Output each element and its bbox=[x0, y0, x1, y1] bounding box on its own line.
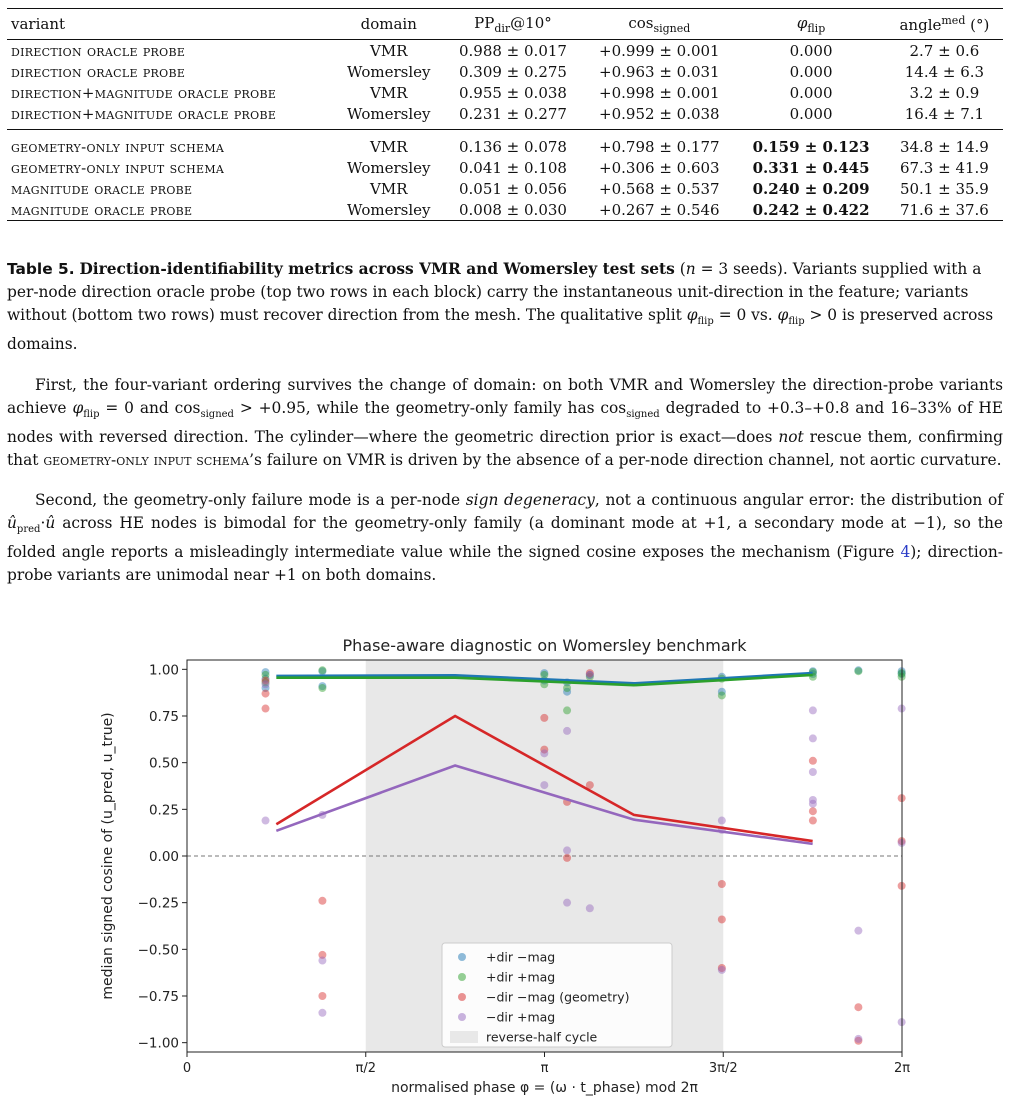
cell-variant: direction oracle probe bbox=[11, 62, 186, 81]
scatter-point bbox=[718, 691, 726, 699]
header-domain: domain bbox=[334, 9, 444, 40]
table-row bbox=[7, 61, 1003, 82]
header-phi: $\varphi_{flip}$ bbox=[736, 9, 886, 40]
scatter-point bbox=[809, 807, 817, 815]
header-cos: $\cos_{signed}$ bbox=[582, 9, 736, 40]
legend-marker bbox=[458, 993, 466, 1001]
cell-cos: +0.998 ± 0.001 bbox=[599, 83, 720, 102]
legend-marker bbox=[458, 1013, 466, 1021]
scatter-point bbox=[540, 749, 548, 757]
body-paragraph-2 bbox=[7, 489, 1003, 587]
cell-variant: direction+magnitude oracle probe bbox=[11, 104, 277, 123]
scatter-point bbox=[809, 817, 817, 825]
y-tick-label: 0.00 bbox=[148, 849, 179, 865]
results-table bbox=[7, 8, 1003, 221]
y-tick-label: −0.25 bbox=[137, 895, 179, 912]
x-tick-label: 2π bbox=[893, 1061, 911, 1076]
cell-angle: 16.4 ± 7.1 bbox=[904, 104, 985, 123]
cell-pp: 0.955 ± 0.038 bbox=[458, 83, 567, 102]
scatter-point bbox=[718, 817, 726, 825]
scatter-point bbox=[586, 671, 594, 679]
emphasis: sign degeneracy bbox=[465, 491, 595, 509]
scatter-point bbox=[262, 690, 270, 698]
cell-pp: 0.231 ± 0.277 bbox=[458, 104, 567, 123]
caption-text: ( bbox=[674, 260, 686, 278]
legend-label: +dir +mag bbox=[486, 969, 556, 985]
u-symbol: û bbox=[45, 514, 56, 532]
cell-variant: geometry-only input schema bbox=[11, 137, 225, 156]
variant-name: geometry-only input schema bbox=[43, 451, 250, 470]
cell-cos: +0.306 ± 0.603 bbox=[599, 158, 720, 177]
cell-domain: Womersley bbox=[346, 158, 431, 177]
scatter-point bbox=[540, 671, 548, 679]
figure-reference-link[interactable]: 4 bbox=[900, 543, 911, 562]
scatter-point bbox=[563, 684, 571, 692]
scatter-point bbox=[586, 904, 594, 912]
table-row bbox=[7, 157, 1003, 178]
scatter-point bbox=[809, 706, 817, 714]
scatter-point bbox=[262, 705, 270, 713]
x-axis-label: normalised phase φ = (ω · t_phase) mod 2π bbox=[391, 1080, 698, 1096]
cell-phi: 0.000 bbox=[789, 104, 833, 123]
cell-pp: 0.136 ± 0.078 bbox=[458, 137, 567, 156]
scatter-point bbox=[318, 957, 326, 965]
cell-phi: 0.000 bbox=[789, 41, 833, 60]
cell-pp: 0.008 ± 0.030 bbox=[458, 200, 567, 219]
cell-cos: +0.267 ± 0.546 bbox=[599, 200, 720, 219]
cell-angle: 67.3 ± 41.9 bbox=[899, 158, 989, 177]
table-row bbox=[7, 130, 1003, 158]
cell-pp: 0.051 ± 0.056 bbox=[458, 179, 567, 198]
cell-cos: +0.798 ± 0.177 bbox=[599, 137, 720, 156]
caption-text: = 3 seeds). Variants supplied with a per-node direction oracle probe (top two rows in each block) carry the instantaneous unit-direction in the feature; variants without (bottom two rows) must recover direction from the mesh. The qualitative split bbox=[7, 260, 982, 324]
cell-domain: VMR bbox=[370, 137, 408, 156]
scatter-point bbox=[563, 854, 571, 862]
cell-angle: 3.2 ± 0.9 bbox=[909, 83, 980, 102]
legend-label: −dir +mag bbox=[486, 1009, 556, 1025]
cell-phi: 0.159 ± 0.123 bbox=[752, 137, 870, 156]
scatter-point bbox=[718, 915, 726, 923]
scatter-point bbox=[262, 680, 270, 688]
cell-variant: magnitude oracle probe bbox=[11, 179, 193, 198]
scatter-point bbox=[718, 966, 726, 974]
scatter-point bbox=[318, 992, 326, 1000]
legend-label: +dir −mag bbox=[486, 949, 556, 965]
scatter-point bbox=[854, 927, 862, 935]
cell-angle: 2.7 ± 0.6 bbox=[909, 41, 980, 60]
y-tick-label: 0.25 bbox=[148, 802, 179, 819]
cell-cos: +0.568 ± 0.537 bbox=[599, 179, 720, 198]
text-run: > +0.95, while the geometry-only family has cos bbox=[233, 399, 627, 417]
cell-domain: Womersley bbox=[346, 200, 431, 219]
caption-phi-sub: flip bbox=[788, 316, 805, 328]
text-run: degraded to +0.3–+0.8 and 16–33% of HE nodes with reversed direction. The cylinder—where the geometric direction prior is exact—does bbox=[7, 399, 1004, 447]
text-run: Second, the geometry-only failure mode is a per-node bbox=[35, 491, 466, 509]
scatter-point bbox=[718, 880, 726, 888]
table-caption bbox=[7, 258, 1003, 356]
table-row bbox=[7, 82, 1003, 103]
x-tick-label: π bbox=[540, 1061, 549, 1076]
cell-domain: VMR bbox=[370, 41, 408, 60]
scatter-point bbox=[540, 714, 548, 722]
scatter-point bbox=[854, 1035, 862, 1043]
cell-variant: direction+magnitude oracle probe bbox=[11, 83, 277, 102]
x-tick-label: 0 bbox=[182, 1061, 192, 1076]
legend-shade-marker bbox=[450, 1031, 478, 1043]
body-paragraph-1 bbox=[7, 374, 1003, 472]
text-run: , not a continuous angular error: the distribution of bbox=[594, 491, 1004, 509]
scatter-point bbox=[540, 781, 548, 789]
x-tick-label: 3π/2 bbox=[708, 1061, 738, 1076]
emphasis: not bbox=[778, 428, 804, 447]
scatter-point bbox=[563, 727, 571, 735]
text-run: First, the four-variant ordering survives the change of domain: on both VMR and Womersley the direction-probe variants achieve bbox=[7, 376, 1003, 417]
table-header-row bbox=[7, 9, 1003, 40]
cos-sub: signed bbox=[200, 409, 234, 421]
scatter-point bbox=[563, 899, 571, 907]
y-tick-label: 0.50 bbox=[148, 755, 179, 772]
y-tick-label: −0.50 bbox=[137, 942, 179, 959]
y-tick-label: −0.75 bbox=[137, 989, 179, 1005]
y-tick-label: 1.00 bbox=[148, 662, 179, 679]
table-row bbox=[7, 199, 1003, 221]
legend-marker bbox=[458, 973, 466, 981]
cell-domain: Womersley bbox=[346, 104, 431, 123]
caption-title: Direction-identifiability metrics across VMR and Womersley test sets bbox=[79, 260, 675, 278]
cell-cos: +0.952 ± 0.038 bbox=[599, 104, 720, 123]
cell-angle: 34.8 ± 14.9 bbox=[899, 137, 989, 156]
y-tick-label: 0.75 bbox=[148, 709, 179, 725]
scatter-point bbox=[318, 666, 326, 674]
scatter-point bbox=[809, 768, 817, 776]
cell-variant: magnitude oracle probe bbox=[11, 200, 193, 219]
cell-pp: 0.041 ± 0.108 bbox=[458, 158, 567, 177]
text-run: rescue them, confirming that bbox=[7, 428, 1004, 470]
caption-n: n bbox=[685, 260, 696, 278]
caption-text: = 0 vs. bbox=[713, 306, 778, 324]
header-variant: variant bbox=[7, 9, 334, 40]
cell-variant: direction oracle probe bbox=[11, 41, 186, 60]
scatter-point bbox=[318, 1009, 326, 1017]
cell-cos: +0.963 ± 0.031 bbox=[599, 62, 720, 81]
text-run: ); direction-probe variants are unimodal near +1 on both domains. bbox=[7, 543, 1003, 585]
scatter-point bbox=[262, 817, 270, 825]
table-block-oracle bbox=[7, 40, 1003, 130]
figure-phase-diagnostic bbox=[0, 625, 1011, 1111]
cell-angle: 14.4 ± 6.3 bbox=[904, 62, 985, 81]
scatter-point bbox=[809, 734, 817, 742]
scatter-point bbox=[563, 706, 571, 714]
cell-phi: 0.240 ± 0.209 bbox=[752, 179, 870, 198]
table-row bbox=[7, 103, 1003, 130]
table-row bbox=[7, 40, 1003, 62]
u-pred-symbol: û bbox=[7, 514, 17, 532]
scatter-point bbox=[318, 684, 326, 692]
caption-phi-sub: flip bbox=[697, 316, 714, 328]
legend-marker bbox=[458, 953, 466, 961]
legend-label: reverse-half cycle bbox=[486, 1029, 598, 1045]
caption-phi: φ bbox=[686, 306, 698, 324]
text-run: ’s failure on VMR is driven by the absence of a per-node direction channel, not aortic curvature. bbox=[249, 451, 1002, 470]
cell-phi: 0.000 bbox=[789, 62, 833, 81]
cell-domain: VMR bbox=[370, 179, 408, 198]
cell-pp: 0.309 ± 0.275 bbox=[458, 62, 567, 81]
scatter-point bbox=[854, 667, 862, 675]
cell-domain: VMR bbox=[370, 83, 408, 102]
cell-cos: +0.999 ± 0.001 bbox=[599, 41, 720, 60]
cos-sub: signed bbox=[626, 409, 660, 421]
cell-angle: 50.1 ± 35.9 bbox=[899, 179, 989, 198]
x-tick-label: π/2 bbox=[355, 1061, 376, 1076]
header-pp: $PP_{dir}@10^\circ$ bbox=[444, 9, 583, 40]
cell-phi: 0.242 ± 0.422 bbox=[752, 200, 870, 219]
table-block-no-direction bbox=[7, 130, 1003, 221]
cell-phi: 0.000 bbox=[789, 83, 833, 102]
scatter-point bbox=[318, 897, 326, 905]
scatter-point bbox=[563, 846, 571, 854]
u-pred-sub: pred bbox=[16, 524, 41, 536]
table-row bbox=[7, 178, 1003, 199]
chart-title: Phase-aware diagnostic on Womersley benchmark bbox=[342, 636, 747, 655]
caption-label: Table 5. bbox=[7, 260, 75, 278]
cell-variant: geometry-only input schema bbox=[11, 158, 225, 177]
scatter-point bbox=[854, 1003, 862, 1011]
phi-symbol: φ bbox=[72, 399, 84, 417]
y-tick-label: −1.00 bbox=[137, 1035, 179, 1052]
legend-label: −dir −mag (geometry) bbox=[486, 989, 630, 1005]
scatter-point bbox=[809, 757, 817, 765]
text-run: = 0 and cos bbox=[99, 399, 201, 417]
header-angle: angle$^{med}$ (°) bbox=[886, 9, 1003, 40]
cell-domain: Womersley bbox=[346, 62, 431, 81]
cell-phi: 0.331 ± 0.445 bbox=[752, 158, 870, 177]
dot-symbol: · bbox=[40, 514, 46, 532]
phi-sub: flip bbox=[83, 409, 100, 421]
scatter-point bbox=[809, 800, 817, 808]
text-run: across HE nodes is bimodal for the geometry-only family (a dominant mode at +1, a secondary mode at −1), so the folded angle reports a misleadingly intermediate value while the signed cosine exposes the mechanism (Figure bbox=[7, 514, 1003, 562]
caption-text: > 0 is preserved across domains. bbox=[7, 306, 994, 354]
caption-phi: φ bbox=[777, 306, 789, 324]
cell-angle: 71.6 ± 37.6 bbox=[899, 200, 989, 219]
y-axis-label: median signed cosine of (u_pred, u_true) bbox=[100, 712, 116, 1000]
cell-pp: 0.988 ± 0.017 bbox=[458, 41, 567, 60]
